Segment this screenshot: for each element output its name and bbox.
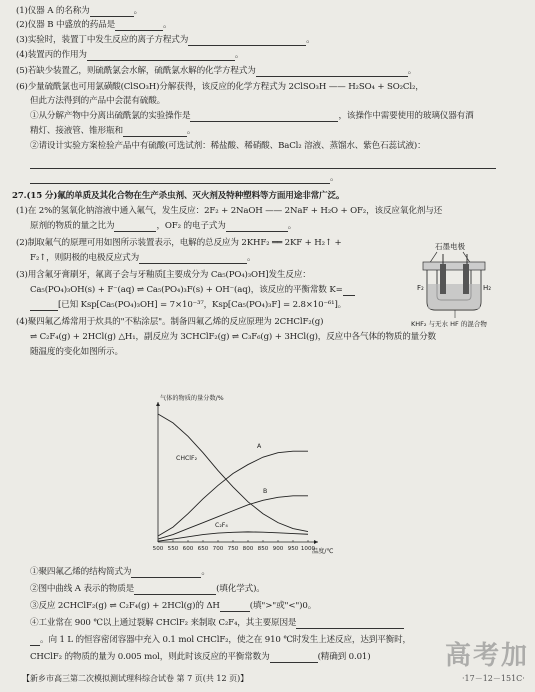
y-axis-arrow bbox=[156, 402, 160, 406]
question-27-3c: [已知 Ksp[Ca₅(PO₄)₃OH] = 7×10⁻³⁷，Ksp[Ca₅(PO₄)₃F] = 2.8×10⁻⁶¹]。 bbox=[30, 300, 346, 311]
x-tick-label: 950 bbox=[287, 546, 299, 552]
question-27-4-sub4a: ④工业常在 900 ℃以上通过裂解 CHClF₂ 来制取 C₂F₄，其主要原因是 bbox=[30, 618, 404, 629]
question-2: (2)仪器 B 中盛放的药品是 。 bbox=[16, 20, 172, 30]
page-code: ·17－12－151C· bbox=[462, 674, 525, 683]
f2-label: F₂ bbox=[417, 284, 424, 292]
question-4: (4)装置丙的作用为 。 bbox=[16, 50, 244, 60]
electrolysis-apparatus-diagram bbox=[405, 240, 523, 330]
question-6-sub2-answer2: 。 bbox=[30, 173, 338, 184]
x-tick-label: 1000 bbox=[300, 546, 316, 552]
question-27-4-sub3: ③反应 2CHClF₂(g) ⇌ C₂F₄(g) + 2HCl(g)的 ΔH (填">"或"<")0。 bbox=[30, 601, 317, 611]
question-27-3a: (3)用含氟牙膏刷牙，氟离子会与牙釉质[主要成分为 Ca₅(PO₄)₃OH]发生反应： bbox=[16, 270, 311, 280]
question-6-line2: 但此方法得到的产品中会混有硫酸。 bbox=[30, 96, 166, 106]
x-tick-label: 650 bbox=[197, 546, 209, 552]
series-label-0: CHClF₂ bbox=[176, 455, 198, 463]
x-axis-label: 温度/℃ bbox=[312, 548, 334, 555]
x-tick-label: 500 bbox=[152, 546, 164, 552]
question-6-sub2: ②请设计实验方案检验产品中有硫酸(可选试剂：稀盐酸、稀硝酸、BaCl₂ 溶液、蒸馏水、紫色石蕊试液)： bbox=[30, 141, 426, 151]
question-27-4b: ⇌ C₂F₄(g) + 2HCl(g) △H₁，副反应为 3CHClF₂(g) ⇌ C₃F₆(g) + 3HCl(g)，反应中各气体的物质的量分数 bbox=[30, 332, 436, 342]
question-27-4-sub2: ②图中曲线 A 表示的物质是 (填化学式)。 bbox=[30, 584, 265, 594]
question-6-sub1b: 精灯、接液管、锥形瓶和 。 bbox=[30, 126, 196, 136]
question-3: (3)实验时，装置丁中发生反应的离子方程式为 。 bbox=[16, 35, 315, 45]
question-27-4a: (4)聚四氟乙烯常用于炊具的"不粘涂层"。制备四氟乙烯的反应原理为 2CHClF₂(g) bbox=[16, 317, 324, 327]
question-27-4c: 随温度的变化如图所示。 bbox=[30, 347, 123, 357]
series-line-1 bbox=[158, 451, 308, 536]
x-tick-label: 600 bbox=[182, 546, 194, 552]
y-axis-label: 气体的物质的量分数/% bbox=[160, 395, 224, 402]
question-27-1b: 原剂的物质的量之比为 ，OF₂ 的电子式为 。 bbox=[30, 221, 297, 231]
x-tick-label: 550 bbox=[167, 546, 179, 552]
mole-fraction-chart bbox=[140, 392, 352, 560]
question-5: (5)若缺少装置乙，则硫酰氯会水解，硫酰氯水解的化学方程式为 。 bbox=[16, 66, 417, 76]
x-tick-label: 750 bbox=[227, 546, 239, 552]
x-tick-label: 700 bbox=[212, 546, 224, 552]
question-27-3b: Ca₅(PO₄)₃OH(s) + F⁻(aq) ⇌ Ca₅(PO₄)₃F(s) + OH⁻(aq)，该反应的平衡常数 K= bbox=[30, 285, 355, 296]
x-axis-arrow bbox=[314, 540, 318, 544]
question-6-sub2-answer bbox=[30, 158, 496, 169]
question-27-2b: F₂↑，则阴极的电极反应式为 。 bbox=[30, 253, 256, 263]
question-6-sub1: ①从分解产物中分离出硫酰氯的实验操作是 ，该操作中需要使用的玻璃仪器有酒 bbox=[30, 111, 474, 121]
question-6-line1: (6)少量硫酰氯也可用氯磺酸(ClSO₃H)分解获得，该反应的化学方程式为 2ClSO₃H —— H₂SO₄ + SO₂Cl₂， bbox=[16, 82, 424, 92]
question-27-4-sub1: ①聚四氟乙烯的结构简式为 。 bbox=[30, 567, 210, 577]
series-line-3 bbox=[158, 532, 308, 541]
series-label-2: B bbox=[263, 487, 268, 495]
x-tick-label: 850 bbox=[257, 546, 269, 552]
x-tick-label: 900 bbox=[272, 546, 284, 552]
question-27-4-sub4c: CHClF₂ 的物质的量为 0.005 mol，则此时该反应的平衡常数为 (精确到 0.01) bbox=[30, 652, 371, 662]
electrode-label: 石墨电极 bbox=[435, 242, 465, 251]
series-line-0 bbox=[158, 414, 308, 532]
watermark-logo: 高考加 bbox=[444, 641, 529, 671]
x-tick-label: 800 bbox=[242, 546, 254, 552]
question-27-title: 27.(15 分)氟的单质及其化合物在生产杀虫剂、灭火剂及特种塑料等方面用途非常广泛。 bbox=[12, 191, 345, 201]
page-footer: 【新乡市高三第二次模拟测试理科综合试卷 第 7 页(共 12 页)】 bbox=[22, 674, 249, 683]
series-label-1: A bbox=[257, 443, 262, 451]
question-27-2a: (2)制取氟气的原理可用如图所示装置表示，电解的总反应为 2KHF₂ ══ 2KF + H₂↑ + bbox=[16, 238, 342, 248]
question-27-4-sub4b: 。向 1 L 的恒容密闭容器中充入 0.1 mol CHClF₂，使之在 910 ℃时发生上述反应，达到平衡时， bbox=[30, 635, 411, 646]
question-1: (1)仪器 A 的名称为 。 bbox=[16, 6, 143, 16]
series-label-3: C₂F₄ bbox=[215, 522, 228, 530]
question-27-1a: (1)在 2%的氢氧化钠溶液中通入氟气，发生反应：2F₂ + 2NaOH —— 2NaF + H₂O + OF₂，该反应氧化剂与还 bbox=[16, 206, 443, 216]
mixture-label: KHF₂ 与无水 HF 的混合物 bbox=[411, 320, 487, 328]
h2-label: H₂ bbox=[483, 284, 492, 292]
